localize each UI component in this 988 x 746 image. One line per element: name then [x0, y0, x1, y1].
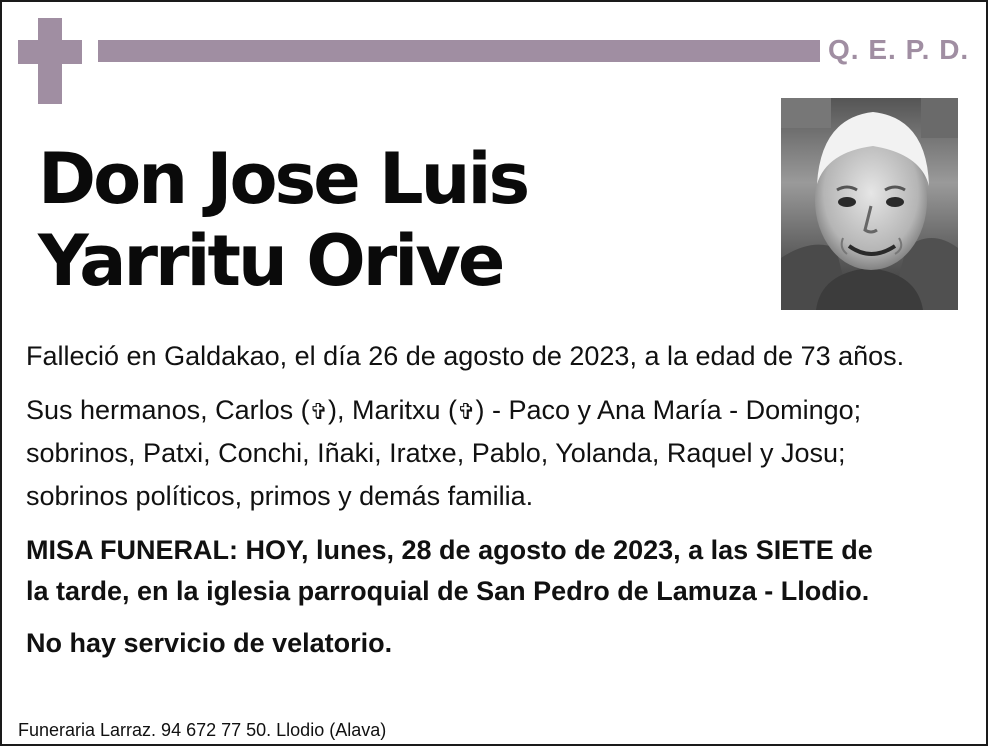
header-rule [98, 40, 820, 62]
family-line-1-part-c: ) - Paco y Ana María - Domingo; [475, 395, 862, 425]
portrait-photo [781, 98, 958, 310]
no-wake-notice: No hay servicio de velatorio. [26, 628, 393, 658]
cross-icon [18, 18, 82, 104]
family-line-1-part-a: Sus hermanos, Carlos ( [26, 395, 310, 425]
mass-line-1: MISA FUNERAL: HOY, lunes, 28 de agosto de 2023, a las SIETE de [26, 535, 873, 565]
death-notice: Falleció en Galdakao, el día 26 de agosto de 2023, a la edad de 73 años. [26, 341, 905, 371]
deceased-name [38, 138, 527, 302]
cross-small-icon: ✞ [309, 400, 329, 425]
family-line-2: sobrinos, Patxi, Conchi, Iñaki, Iratxe, Pablo, Yolanda, Raquel y Josu; [26, 438, 846, 468]
family-line-1 [26, 391, 861, 432]
cross-small-icon: ✞ [457, 400, 476, 425]
name-line-1: Don Jose Luis [38, 138, 528, 220]
name-line-2: Yarritu Orive [38, 220, 503, 302]
mass-line-2: la tarde, en la iglesia parroquial de San Pedro de Lamuza - Llodio. [26, 576, 870, 606]
family-line-3: sobrinos políticos, primos y demás familia. [26, 481, 534, 511]
family-line-1-part-b: ), Maritxu ( [328, 395, 458, 425]
funeral-home-footer: Funeraria Larraz. 94 672 77 50. Llodio (Alava) [18, 720, 387, 740]
qepd-label: Q. E. P. D. [828, 34, 970, 65]
